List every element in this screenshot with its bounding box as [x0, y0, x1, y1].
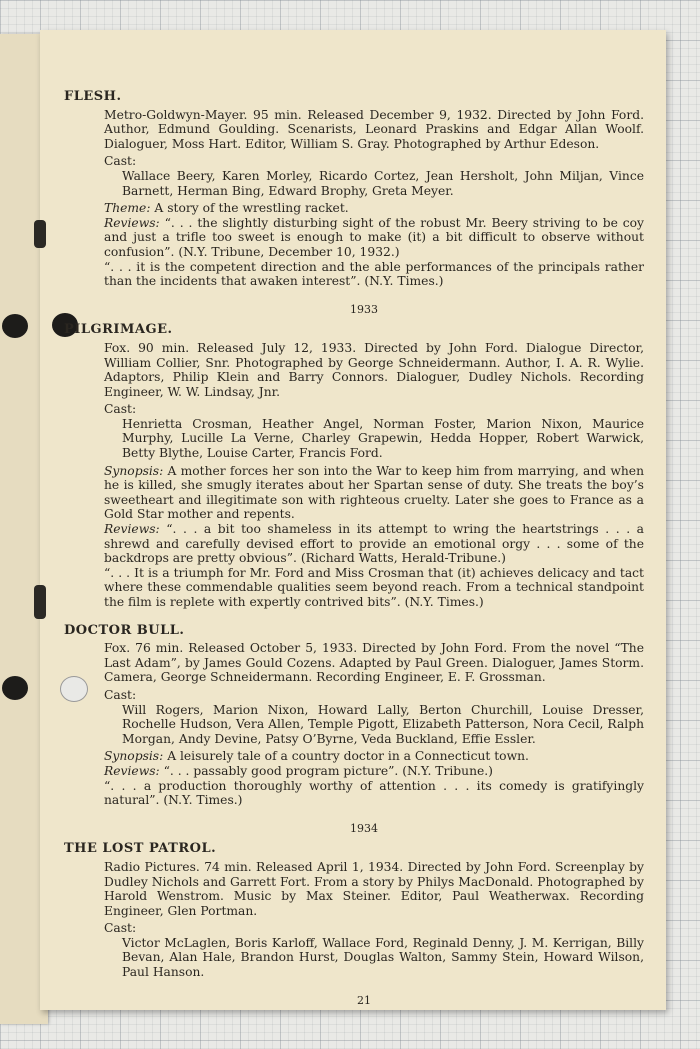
review-text: “. . . a bit too shameless in its attempt to wring the heartstrings . . . a shrewd and carefully devised effort to provide an emotional orgy . . . some of the backdrops are pretty obvious”. (Richard Watts, Herald-Tribune.)	[104, 522, 644, 566]
punch-hole	[2, 676, 28, 700]
review: “. . . a production thoroughly worthy of attention . . . its comedy is gratifyingly natural”. (N.Y. Times.)	[104, 778, 644, 808]
film-credits: Radio Pictures. 74 min. Released April 1, 1934. Directed by John Ford. Screenplay by Dudley Nichols and Garrett Fort. From a story by Philys MacDonald. Photographed by Harold Wenstrom. Music by Max Steiner. Editor, Paul Weatherwax. Recording Engineer, Glen Portman.	[104, 859, 644, 918]
film-credits: Fox. 90 min. Released July 12, 1933. Directed by John Ford. Dialogue Director, William Collier, Snr. Photographed by George Schneidermann. Author, I. A. R. Wylie. Adaptors, Philip Klein and Barry Connors. Dialoguer, Dudley Nichols. Recording Engineer, W. W. Lindsay, Jnr.	[104, 340, 644, 399]
page-number: 21	[357, 993, 371, 1007]
film-title: FLESH.	[64, 89, 122, 104]
synopsis-text: A story of the wrestling racket.	[154, 201, 349, 216]
binder-clip	[34, 220, 46, 248]
review	[104, 764, 644, 779]
cast-list: Henrietta Crosman, Heather Angel, Norman Foster, Marion Nixon, Maurice Murphy, Lucille La Verne, Charley Grapewin, Hedda Hopper, Robert Warwick, Betty Blythe, Louise Carter, Francis Ford.	[122, 416, 644, 461]
year-heading: 1934	[350, 821, 378, 835]
cast-list: Wallace Beery, Karen Morley, Ricardo Cortez, Jean Hersholt, John Miljan, Vince Barnett, Herman Bing, Edward Brophy, Greta Meyer.	[122, 168, 644, 198]
film-credits: Fox. 76 min. Released October 5, 1933. Directed by John Ford. From the novel “The Last Adam”, by James Gould Cozens. Adapted by Paul Green. Dialoguer, James Storm. Camera, George Schneidermann. Recording Engineer, E. F. Grossman.	[104, 641, 644, 685]
film-entry	[64, 89, 644, 289]
punch-hole	[2, 314, 28, 338]
synopsis-label: Synopsis:	[104, 463, 164, 478]
synopsis-text: A mother forces her son into the War to keep him from marrying, and when he is killed, she smugly iterates about her Spartan sense of duty. She treats the boy’s sweetheart and illegitimate son with righteous cruelty. Later she goes to France as a Gold Star mother and repents.	[104, 463, 644, 522]
cast-label: Cast:	[104, 921, 137, 936]
review: “. . . It is a triumph for Mr. Ford and Miss Crosman that (it) achieves delicacy and tact where these commendable qualities seem beyond reach. From a technical standpoint the film is replete with expertly contrived bits”. (N.Y. Times.)	[104, 565, 644, 609]
synopsis-label: Theme:	[104, 201, 151, 216]
synopsis-label: Synopsis:	[104, 749, 164, 764]
synopsis-text: A leisurely tale of a country doctor in a Connecticut town.	[167, 749, 529, 764]
review	[104, 522, 644, 566]
binder-clip	[34, 585, 46, 619]
film-credits: Metro-Goldwyn-Mayer. 95 min. Released December 9, 1932. Directed by John Ford. Author, Edmund Goulding. Scenarists, Leonard Praskins and Edgar Allan Woolf. Dialoguer, Moss Hart. Editor, William S. Gray. Photographed by Arthur Edeson.	[104, 107, 644, 151]
reviews-label: Reviews:	[104, 215, 160, 230]
synopsis	[104, 464, 644, 522]
reviews-label: Reviews:	[104, 522, 160, 537]
review-text: “. . . the slightly disturbing sight of the robust Mr. Beery striving to be coy and just a trifle too sweet is enough to make (it) a bit difficult to observe without confusion”. (N.Y. Tribune, December 10, 1932.)	[104, 215, 644, 259]
review-text: “. . . passably good program picture”. (N.Y. Tribune.)	[163, 763, 493, 778]
cast-list: Victor McLaglen, Boris Karloff, Wallace Ford, Reginald Denny, J. M. Kerrigan, Billy Bevan, Alan Hale, Brandon Hurst, Douglas Walton, Sammy Stein, Howard Wilson, Paul Hanson.	[122, 935, 644, 980]
document-page	[40, 30, 666, 1010]
film-title: DOCTOR BULL.	[64, 622, 185, 638]
film-entry	[64, 622, 644, 808]
page-content	[64, 89, 644, 1008]
synopsis	[104, 749, 644, 764]
review: “. . . it is the competent direction and the able performances of the principals rather than the incidents that awaken interest”. (N.Y. Times.)	[104, 259, 644, 289]
film-entry	[64, 322, 644, 609]
cast-label: Cast:	[104, 687, 137, 702]
reviews-label: Reviews:	[104, 763, 160, 778]
year-heading: 1933	[350, 302, 378, 316]
review	[104, 216, 644, 260]
film-title: PILGRIMAGE.	[64, 322, 173, 338]
cast-label: Cast:	[104, 154, 137, 169]
synopsis	[104, 201, 644, 216]
cast-list: Will Rogers, Marion Nixon, Howard Lally, Berton Churchill, Louise Dresser, Rochelle Hudson, Vera Allen, Temple Pigott, Elizabeth Patterson, Nora Cecil, Ralph Morgan, Andy Devine, Patsy O’Byrne, Veda Buckland, Effie Essler.	[122, 702, 644, 746]
cast-label: Cast:	[104, 402, 137, 417]
film-title: THE LOST PATROL.	[64, 841, 217, 857]
film-entry	[64, 841, 644, 980]
